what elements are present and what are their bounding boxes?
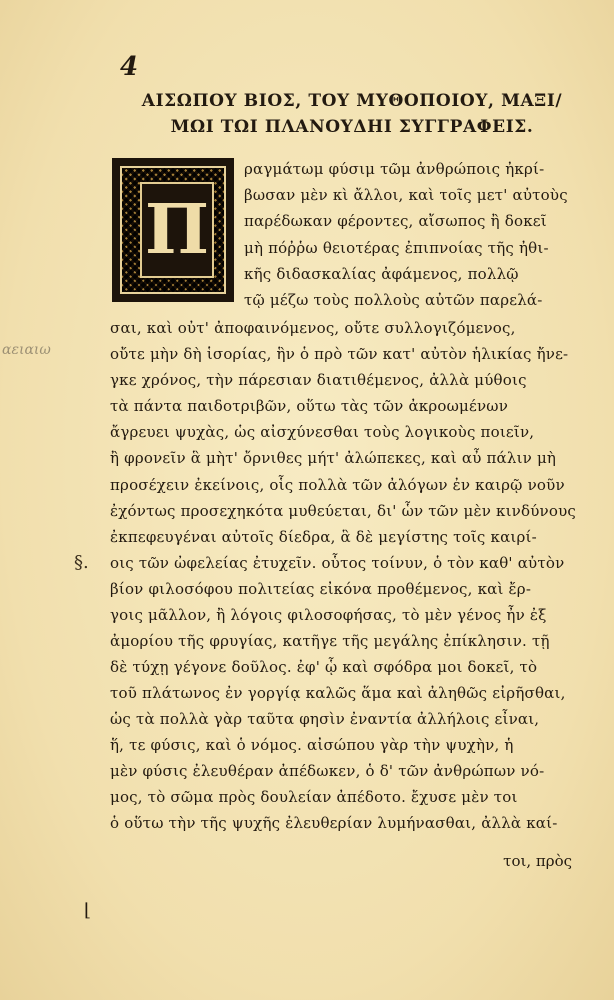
text-line: παρέδωκαν φέροντες, αἴσωπος ἢ δοκεῖ — [244, 212, 547, 230]
text-line: βίον φιλοσόφου πολιτείας εἰκόνα προθέμενος, καὶ ἔρ- — [110, 580, 532, 598]
catch-word: τοι, πρὸς — [503, 852, 572, 870]
text-line: ἐχόντως προσεχηκότα μυθεύεται, δι' ὧν τῶν μὲν κινδύνους — [110, 502, 577, 520]
text-line: γοις μᾶλλον, ἢ λόγοις φιλοσοφήσας, τὸ μὲν γένος ἦν ἐξ — [110, 606, 547, 624]
ink-mark: ⌊ — [84, 900, 92, 921]
decorated-initial — [112, 158, 234, 302]
text-line: οις τῶν ὠφελείας ἐτυχεῖν. οὗτος τοίνυν, ὁ τὸν καθ' αὐτὸν — [110, 554, 565, 572]
text-line: προσέχειν ἐκείνοις, οἷς πολλὰ τῶν ἀλόγων ἐν καιρῷ νοῦν — [110, 476, 565, 494]
text-line: τὰ πάντα παιδοτριβῶν, οὕτω τὰς τῶν ἀκροωμένων — [110, 397, 509, 415]
text-line: μος, τὸ σῶμα πρὸς δουλείαν ἀπέδοτο. ἔχυσε μὲν τοι — [110, 788, 518, 806]
text-line: τῷ μέζω τοὺς πολλοὺς αὐτῶν παρελά- — [244, 291, 543, 309]
initial-letter: Π — [140, 182, 214, 278]
text-line: δὲ τύχῃ γέγονε δοῦλος. ἐφ' ᾧ καὶ σφόδρα μοι δοκεῖ, τὸ — [110, 658, 538, 676]
text-line: ἀμορίου τῆς φρυγίας, κατῆγε τῆς μεγάλης ἐπίκλησιν. τῇ — [110, 632, 550, 650]
text-line: ἐκπεφευγέναι αὐτοῖς δίεδρα, ἃ δὲ μεγίστης τοῖς καιρί- — [110, 528, 537, 546]
initial-ornament-frame — [120, 166, 226, 294]
text-line: ὁ οὕτω τὴν τῆς ψυχῆς ἐλευθερίαν λυμήνασθαι, ἀλλὰ καί- — [110, 814, 558, 832]
text-line: τοῦ πλάτωνος ἐν γοργίᾳ καλῶς ἅμα καὶ ἀληθῶς εἰρῆσθαι, — [110, 684, 566, 702]
text-line: κῆς διδασκαλίας ἀφάμενος, πολλῷ — [244, 265, 519, 283]
text-line: ἢ φρονεῖν ἃ μὴτ' ὄρνιθες μήτ' ἀλώπεκες, καὶ αὖ πάλιν μὴ — [110, 449, 557, 467]
margin-note: αειαιω — [2, 342, 51, 358]
text-line: μὴ πόῤῥω θειοτέρας ἐπιπνοίας τῆς ἠθι- — [244, 239, 549, 257]
text-line: μὲν φύσις ἐλευθέραν ἀπέδωκεν, ὁ δ' τῶν ἀνθρώπων νό- — [110, 762, 545, 780]
text-line: ὡς τὰ πολλὰ γὰρ ταῦτα φησὶν ἐναντία ἀλλήλοις εἶναι, — [110, 710, 540, 728]
text-line: γκε χρόνος, τὴν πάρεσιαν διατιθέμενος, ἀλλὰ μύθοις — [110, 371, 527, 389]
text-line: οὔτε μὴν δὴ ἱσορίας, ἣν ὁ πρὸ τῶν κατ' αὐτὸν ἡλικίας ἤνε- — [110, 345, 569, 363]
text-line: ἥ, τε φύσις, καὶ ὁ νόμος. αἰσώπου γὰρ τὴν ψυχὴν, ἡ — [110, 736, 514, 754]
text-line: ραγμάτωμ φύσιμ τῶμ ἀνθρώποις ἠκρί- — [244, 160, 545, 178]
heading-line: ΜΩΙ ΤΩΙ ΠΛΑΝΟΥΔΗΙ ΣΥΓΓΡΑΦΕΙΣ. — [170, 117, 534, 137]
page-number: 4 — [120, 52, 139, 82]
text-line: ἄγρευει ψυχὰς, ὡς αἰσχύνεσθαι τοὺς λογικοὺς ποιεῖν, — [110, 423, 535, 441]
heading-line: ΑΙΣΩΠΟΥ ΒΙΟΣ, ΤΟΥ ΜΥΘΟΠΟΙΟΥ, ΜΑΞΙ/ — [141, 91, 563, 111]
section-mark: §. — [74, 552, 89, 573]
text-line: σαι, καὶ οὐτ' ἀποφαινόμενος, οὔτε συλλογιζόμενος, — [110, 319, 516, 337]
chapter-heading — [128, 88, 576, 140]
text-line: βωσαν μὲν κὶ ἄλλοι, καὶ τοῖς μετ' αὐτοὺς — [244, 186, 568, 204]
